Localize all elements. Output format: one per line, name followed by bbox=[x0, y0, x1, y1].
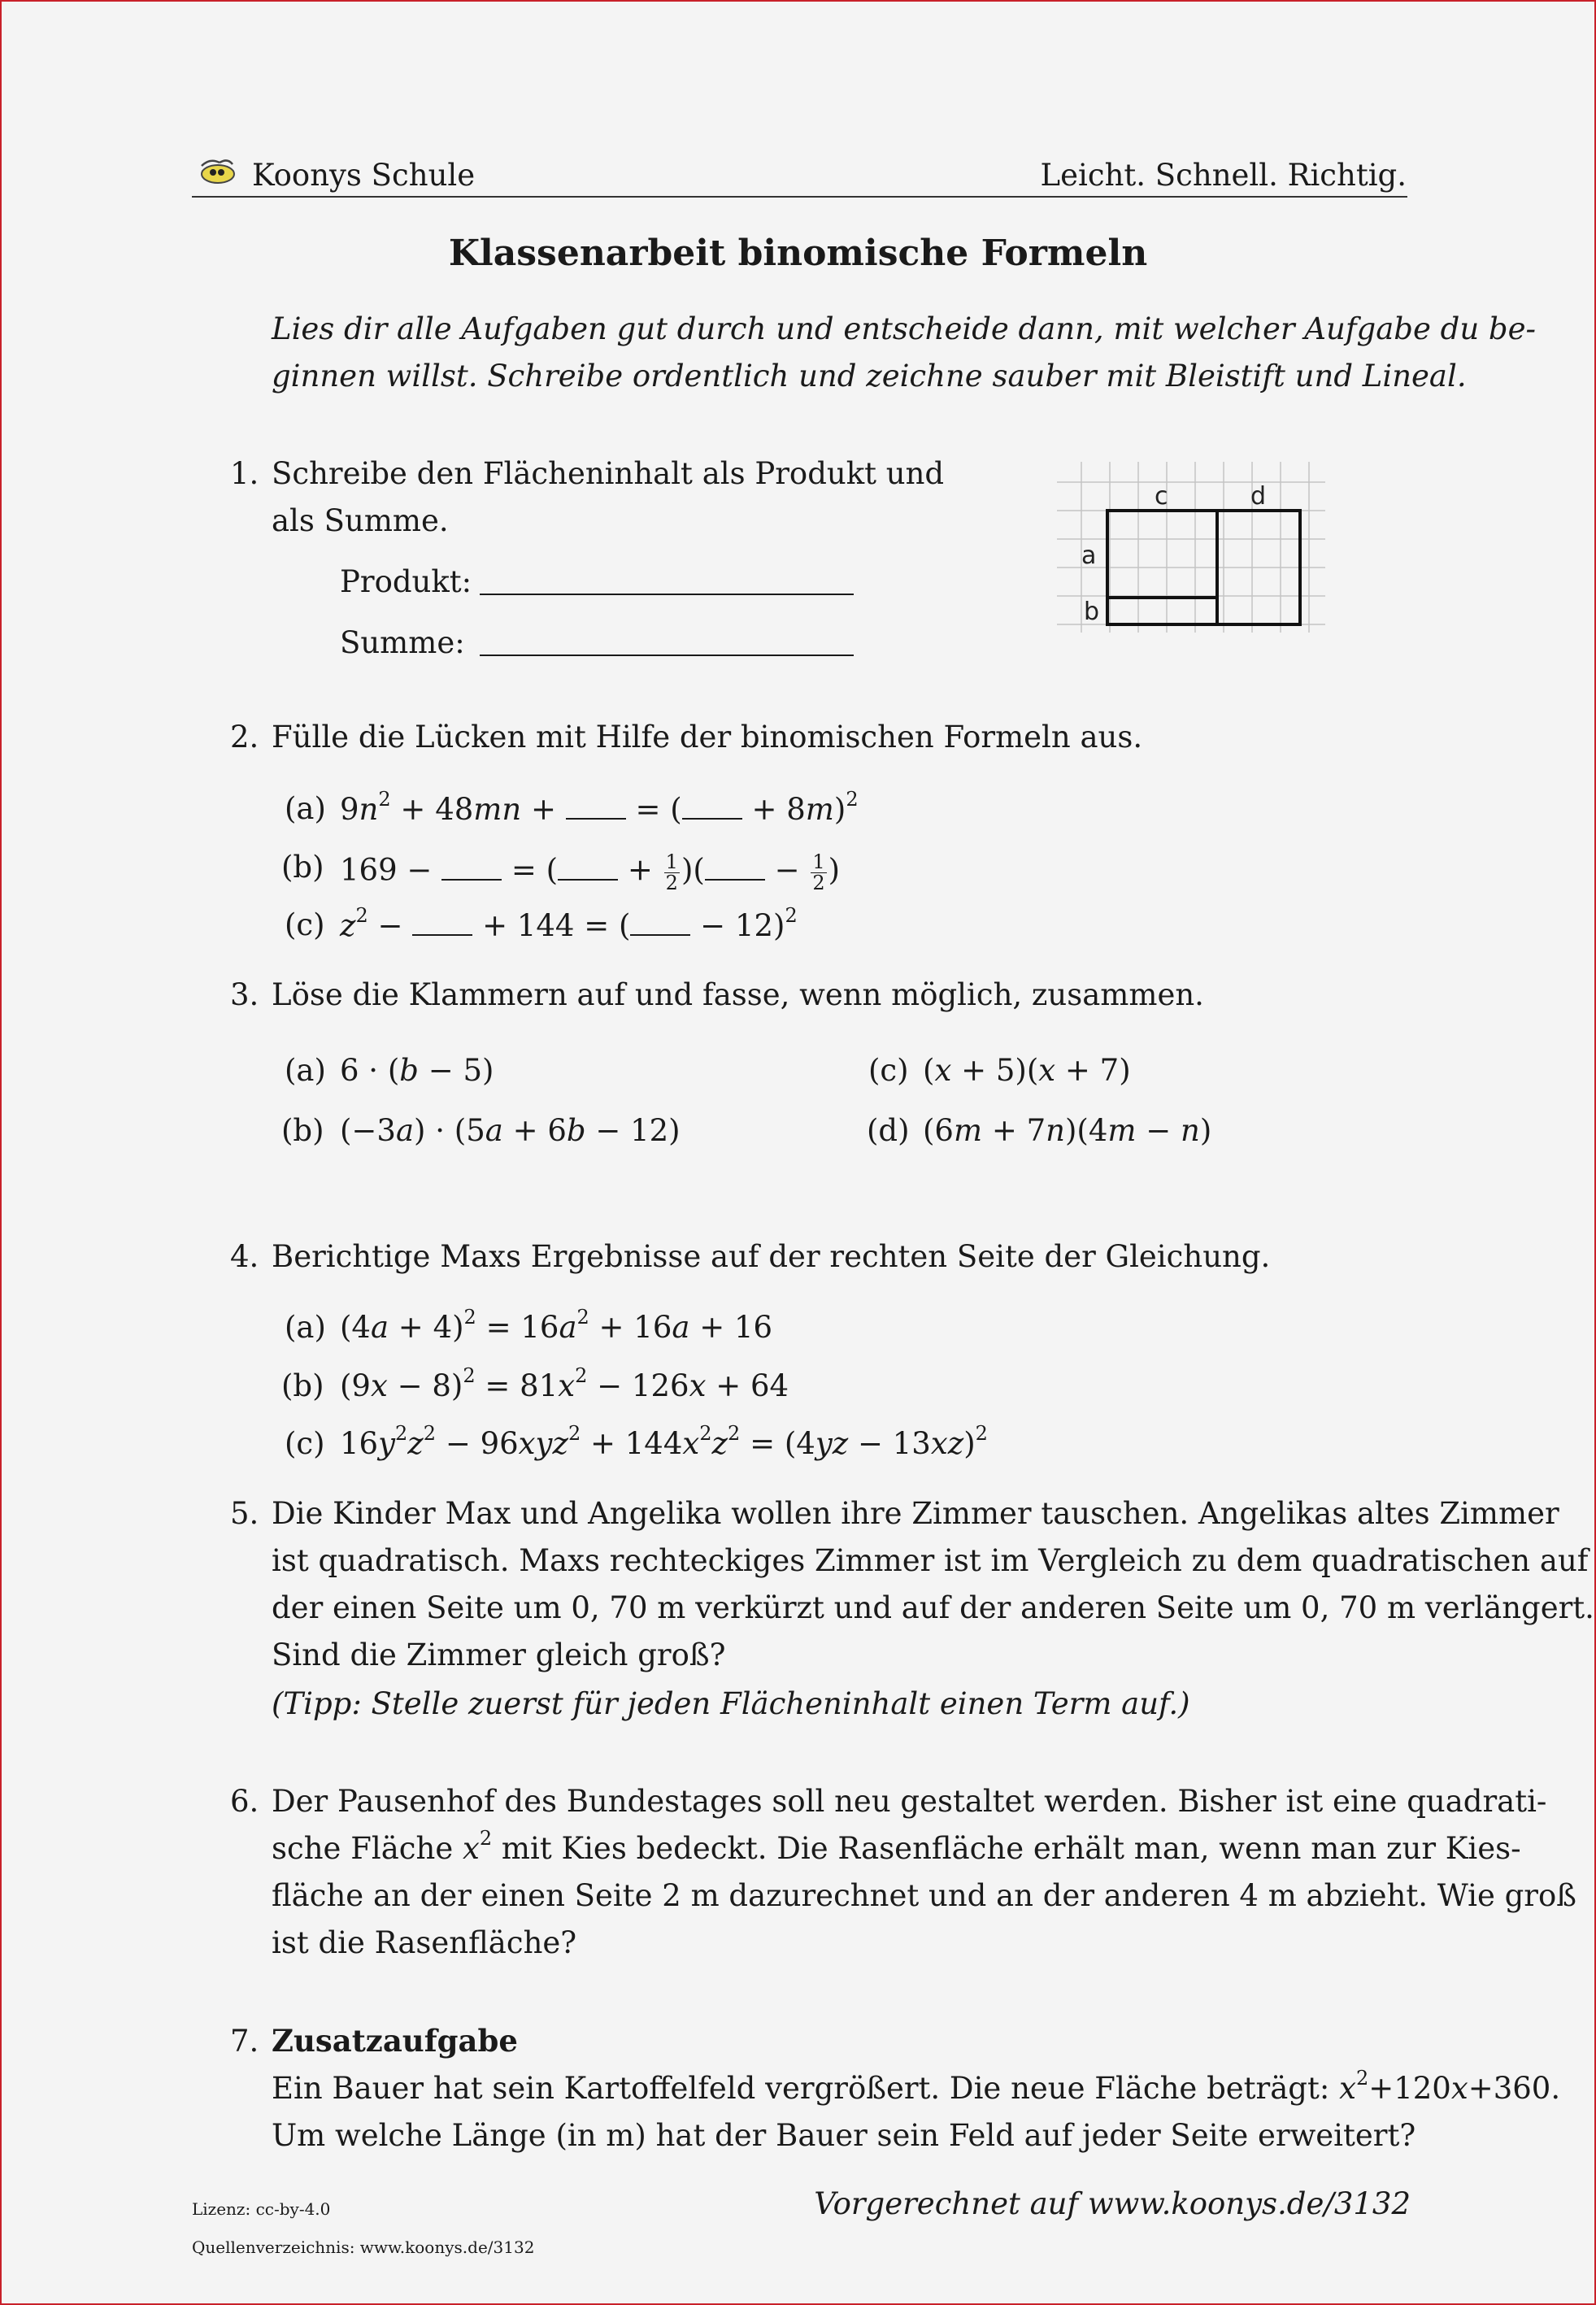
produkt-answer-line[interactable] bbox=[480, 594, 854, 595]
page-title: Klassenarbeit binomische Formeln bbox=[448, 233, 1148, 274]
produkt-label: Produkt: bbox=[340, 564, 472, 599]
task2-text: Fülle die Lücken mit Hilfe der binomischen Formeln aus. bbox=[272, 720, 1143, 755]
task2b-expression: 169 − = ( + $\frac{1}{2}$ )( − $\frac{1}{2}$ ) bbox=[340, 850, 841, 894]
footer-sources: Quellenverzeichnis: www.koonys.de/3132 bbox=[192, 2238, 535, 2257]
summe-answer-line[interactable] bbox=[480, 655, 854, 656]
task5-line-3: der einen Seite um 0, 70 m verkürzt und auf der anderen Seite um 0, 70 m verlängert. bbox=[272, 1590, 1594, 1625]
task2b-label: (b) bbox=[281, 850, 324, 885]
task6-line-4: ist die Rasenfläche? bbox=[272, 1925, 577, 1960]
task4c-label: (c) bbox=[285, 1426, 325, 1461]
task4-number: 4. bbox=[230, 1239, 259, 1274]
task4c-expression: $16y^2z^2 - 96xyz^2 + 144x^2z^2 = (4yz - 13xz)^2$ bbox=[340, 1421, 988, 1461]
logo-icon bbox=[195, 154, 237, 187]
task6-line-3: fläche an der einen Seite 2 m dazurechnet und an der anderen 4 m abzieht. Wie groß bbox=[272, 1878, 1576, 1913]
task7-line-1-text: Ein Bauer hat sein Kartoffelfeld vergrößert. Die neue Fläche beträgt: bbox=[272, 2071, 1330, 2106]
intro-line-1: Lies dir alle Aufgaben gut durch und entscheide dann, mit welcher Aufgabe du be- bbox=[272, 311, 1536, 346]
task3d-label: (d) bbox=[867, 1113, 910, 1148]
task3-text: Löse die Klammern auf und fasse, wenn möglich, zusammen. bbox=[272, 977, 1204, 1012]
task2a-expression: $9n^2 + 48mn$ + = ( + 8m)$^2$ bbox=[340, 787, 859, 827]
task1-line-2: als Summe. bbox=[272, 503, 449, 538]
task5-tip: (Tipp: Stelle zuerst für jeden Flächeninhalt einen Term auf.) bbox=[272, 1686, 1190, 1721]
task1-number: 1. bbox=[230, 456, 259, 491]
task2a-label: (a) bbox=[285, 791, 326, 826]
footer-link[interactable]: Vorgerechnet auf www.koonys.de/3132 bbox=[814, 2186, 1411, 2221]
task3-number: 3. bbox=[230, 977, 259, 1012]
task4a-expression: $(4a + 4)^2 = 16a^2 + 16a + 16$ bbox=[340, 1305, 773, 1345]
task7-heading: Zusatzaufgabe bbox=[272, 2023, 518, 2059]
task6-line-2: sche Fläche $x^2$ mit Kies bedeckt. Die Rasenfläche erhält man, wenn man zur Kies- bbox=[272, 1826, 1521, 1866]
task2-number: 2. bbox=[230, 720, 259, 755]
header-slogan: Leicht. Schnell. Richtig. bbox=[1040, 158, 1407, 193]
task4b-label: (b) bbox=[281, 1368, 324, 1403]
task3d-expression: (6m + 7n)(4m − n) bbox=[923, 1113, 1212, 1148]
task3b-expression: (−3a) · (5a + 6b − 12) bbox=[340, 1113, 681, 1148]
footer-license: Lizenz: cc-by-4.0 bbox=[192, 2199, 331, 2219]
task6-line-2a: sche Fläche bbox=[272, 1831, 454, 1866]
summe-label: Summe: bbox=[340, 625, 465, 660]
header-rule bbox=[192, 196, 1407, 198]
task6-line-2b: mit Kies bedeckt. Die Rasenfläche erhält man, wenn man zur Kies- bbox=[501, 1831, 1521, 1866]
task2c-label: (c) bbox=[285, 907, 325, 942]
intro-line-2: ginnen willst. Schreibe ordentlich und zeichne sauber mit Bleistift und Lineal. bbox=[272, 359, 1467, 394]
task6-line-1: Der Pausenhof des Bundestages soll neu gestaltet werden. Bisher ist eine quadrati- bbox=[272, 1784, 1547, 1819]
task4-text: Berichtige Maxs Ergebnisse auf der rechten Seite der Gleichung. bbox=[272, 1239, 1271, 1274]
diagram-label-c: c bbox=[1155, 482, 1168, 511]
task7-line-2: Um welche Länge (in m) hat der Bauer sein Feld auf jeder Seite erweitert? bbox=[272, 2118, 1416, 2153]
task5-line-1: Die Kinder Max und Angelika wollen ihre Zimmer tauschen. Angelikas altes Zimmer bbox=[272, 1496, 1559, 1531]
task3a-expression: 6 · (b − 5) bbox=[340, 1053, 494, 1088]
task5-line-2: ist quadratisch. Maxs rechteckiges Zimmer ist im Vergleich zu dem quadratischen auf bbox=[272, 1543, 1589, 1578]
task4b-expression: $(9x - 8)^2 = 81x^2 - 126x + 64$ bbox=[340, 1363, 789, 1403]
area-diagram bbox=[1057, 462, 1325, 633]
diagram-label-b: b bbox=[1084, 598, 1100, 626]
task6-number: 6. bbox=[230, 1784, 259, 1819]
task3c-expression: (x + 5)(x + 7) bbox=[923, 1053, 1131, 1088]
task7-line-1: Ein Bauer hat sein Kartoffelfeld vergrößert. Die neue Fläche beträgt: $x^2+120x+360$. bbox=[272, 2066, 1561, 2106]
brand-name: Koonys Schule bbox=[252, 158, 476, 193]
task4a-label: (a) bbox=[285, 1310, 326, 1345]
task3c-label: (c) bbox=[868, 1053, 909, 1088]
task1-line-1: Schreibe den Flächeninhalt als Produkt und bbox=[272, 456, 945, 491]
task3b-label: (b) bbox=[281, 1113, 324, 1148]
task7-number: 7. bbox=[230, 2024, 259, 2059]
task3a-label: (a) bbox=[285, 1053, 326, 1088]
task5-line-4: Sind die Zimmer gleich groß? bbox=[272, 1637, 726, 1672]
task5-number: 5. bbox=[230, 1496, 259, 1531]
diagram-label-a: a bbox=[1081, 541, 1097, 570]
diagram-label-d: d bbox=[1250, 482, 1267, 511]
task2c-expression: $z^2$ − + 144 = ( − 12)$^2$ bbox=[340, 903, 798, 943]
